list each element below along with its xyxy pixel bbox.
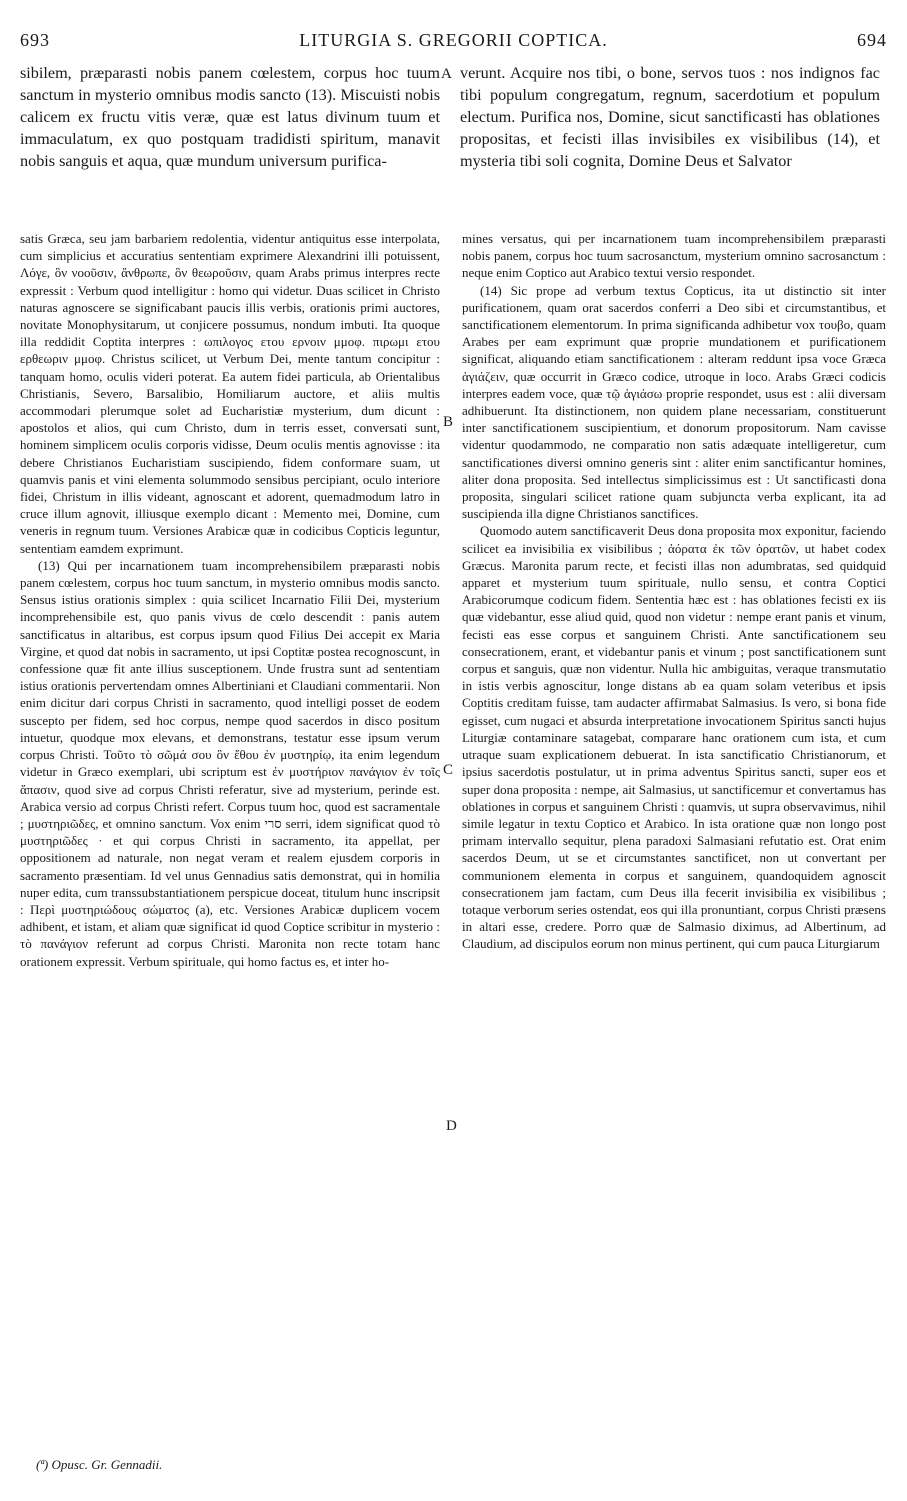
running-title: LITURGIA S. GREGORII COPTICA.	[299, 30, 608, 50]
margin-letter-c: C	[443, 762, 454, 778]
main-text-left-column	[20, 62, 440, 172]
notes-right-column	[462, 230, 886, 953]
running-header	[20, 30, 887, 56]
note-paragraph: satis Græca, seu jam barbariem redolentia, videntur antiquitus esse interpolata, cum simplicius et accuratius sententiam exprimere Alexandrini illi potuissent, Λόγε, ὃν νοοῦσιν, ἄνθρωπε, ὃν θεωροῦσιν, quam Arabs primus interpres recte expressit : Verbum quod intelligitur : homo qui videtur. Duas scilicet in Christo naturas agnoscere se significabant paucis illis verbis, orationis primi auctores, novitate Monophysitarum, ut conjicere possumus, nondum imbuti. Ita quoque illa reddidit Coptita interpres : ωπιλογος ετου ερνοιν μμοφ. πιρωμι ετου ερθεωριν μμοφ. Christus scilicet, ut Verbum Dei, mente tantum concipitur : tanquam homo, oculis videri poterat. Ea autem fidei particula, ab Orientalibus Christianis, Severo, Barsalibio, Homiliarum auctore, et aliis multis accommodari plerumque solet ad Eucharistiæ mysterium, dum dicunt : apostolos et alios, qui cum Christo, dum in terris esset, conversati sunt, hominem simplicem oculis corporis vidisse, Deum oculis mentis agnovisse : ita debere Christianos Eucharistiam suscipiendo, fidem conformare suam, ut quamvis panis et vini elementa solummodo sensibus percipiant, oculo interiore fidei, Christum in illis videant, agnoscant et adorent, quemadmodum latro in cruce illum agnovit, illiusque exemplo dicant : Memento mei, Domine, cum veneris in regnum tuum. Versiones Arabicæ quæ in codicibus Copticis leguntur, sententiam eamdem exprimunt.	[20, 231, 440, 556]
margin-letter-b: B	[443, 414, 454, 430]
note-14: (14) Sic prope ad verbum textus Copticus, ita ut distinctio sit inter purificationem, quam orat sacerdos conferri a Deo sibi et circumstantibus, et sanctificationem elementorum. In prima significanda adhibetur vox τουβο, quam Arabes per eam exprimunt quæ proprie mundationem et purificationem significat, aliquando etiam sanctificationem : alteram reddunt ipsa voce Græca ἁγιάζειν, quæ occurrit in Græco codice, utroque in loco. Arabs Græci codicis interpres eadem voce, quæ τῷ ἁγιάσω proprie respondet, usus est : alii diversam adhibuerunt. Ita distinctionem, non quidem plane necessariam, constituerunt inter sanctificationem suscipientium, et donorum propositorum. Nam cavisse videntur quodammodo, ne comparatio non satis adæquate intelligeretur, cum sanctificationes diversi omnino generis sint : aliter enim sanctificantur homines, aliter dona proposita. Sed intellectus simplicissimus est : Ut sanctificasti dona proposita, singulari scilicet ratione quam subjuncta verba explicant, ita ad suscipienda illa digne Christianos sanctifices.	[462, 282, 886, 522]
notes-left-column	[20, 230, 440, 970]
margin-letter-a: A	[441, 66, 452, 82]
note-13: (13) Qui per incarnationem tuam incomprehensibilem præparasti nobis panem cœlestem, corpus hoc tuum sanctum, in mysterio omnibus modis sancto. Sensus istius orationis simplex : quia scilicet Incarnatio Filii Dei, mysterium incomprehensibile est, quo panis vivus de cœlo descendit : panis autem sanctificatus in altaribus, est corpus ipsum quod Filius Dei accepit ex Maria Virgine, et quod dat nobis in sacramento, ut ipsi Coptitæ postea recognoscunt, in confessione quæ fit ante illius susceptionem. Unde frustra sunt ad sententiam istius orationis pervertendam omnes Albertiniani et Claudiani commentarii. Non enim dicitur dari corpus Christi in sacramento, quod intelligi posset de eodem suscepto per fidem, sed hoc corpus, nempe quod sacerdos in disco positum intuetur, quodque mox elevans, et demonstrans, testatur esse ipsum verum corpus Christi. Τοῦτο τὸ σῶμά σου ὃν ἔθου ἐν μυστηρίῳ, ita enim legendum videtur in Græco exemplari, ubi scriptum est ἐν μυστήριον πανάγιον ἐν τοῖς ἅπασιν, quod sive ad corpus Christi referatur, sive ad mysterium, perinde est. Arabica versio ad corpus Christi refert. Corpus tuum hoc, quod est sacramentale ; μυστηριῶδες, et omnino sanctum. Vox enim סרי serri, idem significat quod τὸ μυστηριῶδες · et qui corpus Christi in sacramento, ita appellat, per oppositionem ad naturale, non negat veram et realem ejusdem corporis in sacramento præsentiam. Id vel unus Gennadius satis demonstrat, qui in homilia nuper edita, cum transsubstantiationem perspicue doceat, titulum hunc inscripsit : Περὶ μυστηριώδους σώματος (a), etc. Versiones Arabicæ duplicem vocem adhibent, et istam, et aliam quæ significat id quod Coptice scribitur in mysterio : τὸ πανάγιον referunt ad corpus Christi. Maronita non recte totam hanc orationem expressit. Verbum spirituale, qui homo factus es, et inter ho-	[20, 557, 440, 969]
margin-letter-d: D	[446, 1118, 457, 1134]
page-number-right: 694	[857, 30, 887, 50]
note-paragraph: mines versatus, qui per incarnationem tuam incomprehensibilem præparasti nobis panem, corpus hoc tuum sacrosanctum, mysterium omnino sacrosanctum : neque enim Coptico aut Arabico textui versio respondet.	[462, 231, 886, 281]
main-text-right: verunt. Acquire nos tibi, o bone, servos tuos : nos indignos fac tibi populum congregatum, regnum, sacerdotium et populum electum. Purifica nos, Domine, sicut sanctificasti has oblationes propositas, et fecisti illas invisibiles ex visibilibus (14), et mysteria tibi soli cognita, Domine Deus et Salvator	[460, 64, 880, 170]
footnote: (ª) Opusc. Gr. Gennadii.	[36, 1457, 163, 1472]
page-number-left: 693	[20, 30, 50, 50]
main-text-right-column	[460, 62, 880, 172]
note-paragraph: Quomodo autem sanctificaverit Deus dona proposita mox exponitur, faciendo scilicet ea invisibilia ex visibilibus ; ἀόρατα ἐκ τῶν ὁρατῶν, ut habet codex Græcus. Maronita parum recte, et fecisti illas non adumbratas, sed quidquid apparet et mysterium tuum spirituale, nullo sensu, et contra Coptici Arabicorumque codicum fidem. Sententia hæc est : has oblationes fecisti ex iis quæ videbantur, esse aliud quid, quod non videtur : nempe erant panis et vinum, fecisti eas esse corpus et sanguinem Christi. Ante sanctificationem seu consecrationem, erant, et videbantur panis et vinum ; post sanctificationem sunt corpus et sanguis, quæ non videntur. Nulla hic ambiguitas, veraque transmutatio in istis verbis agnoscitur, longe distans ab ea quam solam veteribus et ipsis Coptitis creditam fuisse, tam audacter affirmabat Salmasius. Is vero, si bona fide egisset, cum nugaci et absurda interpretatione invocationem Spiritus sancti hujus Liturgiæ contaminare satagebat, comparare hanc orationem cum ista, et cum utraque suam explicationem debuerat. In ista sanctificatio Christianorum, et ipsius sacerdotis postulatur, ut in prima adventus Spiritus sancti, super eos et super dona proposita : nempe, ait Salmasius, ut sanctificemur et convertamus has oblationes in corpus et sanguinem Christi : quamvis, ut supra observavimus, nihil simile legatur in textu Coptico et Arabico. In ista oratione quæ non longo post primam intervallo sequitur, plena paradoxi Salmasiani refutatio est. Orat enim sacerdos Deum, ut se et circumstantes sanctificet, non ut convertant per communionem elementa in corpus et sanguinem, quandoquidem agnoscit consecrationem jam factam, cum Deus illa fecerit invisibilia ex visibilibus ; totaque verborum series ostendat, eos qui illa pronuntiant, corpus Christi præsens in altari esse, credere. Porro quæ de Salmasio diximus, ad Albertinum, ad Claudium, ad discipulos eorum non minus pertinent, qui cum pauca Liturgiarum	[462, 523, 886, 952]
main-text-left: sibilem, præparasti nobis panem cœlestem, corpus hoc tuum sanctum in mysterio omnibus modis sancto (13). Miscuisti nobis calicem ex fructu vitis veræ, quæ est latus divinum tuum et immaculatum, ex quo postquam tradidisti spiritum, manavit nobis sanguis et aqua, quæ mundum universum purifica-	[20, 64, 440, 170]
